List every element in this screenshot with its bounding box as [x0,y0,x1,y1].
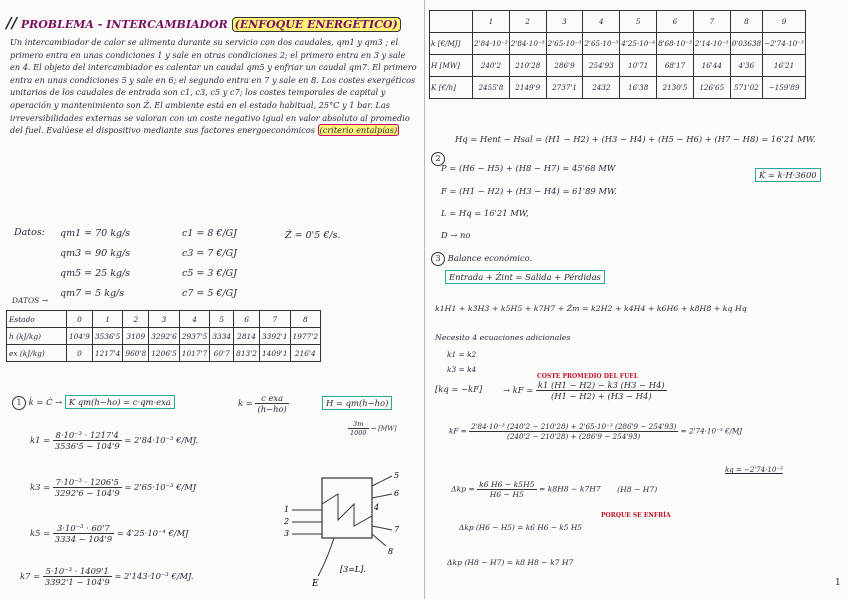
cost-3: c3 = 7 €/GJ [182,248,238,259]
table-cell: 10'71 [620,55,657,77]
units-num: 3m [348,420,369,429]
diagram-label: 7 [394,525,400,534]
balance-label: Balance económico. [447,253,533,263]
diagram-note: [3=L]. [340,565,366,574]
k7-eq [20,566,194,587]
diagram-label: 2 [284,517,290,526]
table-cell: h (kJ/kg) [7,328,67,345]
akp-den: H6 − H5 [489,490,524,499]
k-eq-lhs: k = [238,398,253,408]
table-cell: 8'68·10⁻³ [657,33,694,55]
akp-frac [477,480,536,499]
table-cell: 2130'5 [657,77,694,99]
k5-lhs: k5 = [30,528,51,538]
cost-1: c1 = 8 €/GJ [182,228,238,239]
title-text: PROBLEMA - INTERCAMBIADOR [20,18,228,31]
k7-den: 3392'1 − 104'9 [44,577,110,587]
balance-box-text: Entrada + Żint = Salida + Pérdidas [445,270,605,284]
k1-frac [53,430,122,451]
table-header: 2 [123,311,149,328]
kf2-num: 2'84·10⁻³ (240'2 − 210'28) + 2'65·10⁻³ (286'9 − 254'93) [470,422,677,431]
table-header: 3 [149,311,180,328]
title-tag: (ENFOQUE ENERGÉTICO) [232,17,401,32]
balance-box [445,272,605,282]
hq-eq: Hq = Hent − Hsal = (H1 − H2) + (H3 − H4) + (H5 − H6) + (H7 − H8) = 16'21 MW. [455,134,816,144]
h-box-text: H = qm(h−ho) [322,396,392,410]
right-page [424,0,848,599]
table-header: 0 [67,311,93,328]
table-cell: 2'14·10⁻³ [693,33,730,55]
diagram-label: 4 [374,503,380,512]
table-cell: 571'02 [730,77,762,99]
k7-result: = 2'143·10⁻³ €/MJ. [114,571,194,581]
akp-result: = k8H8 − k7H7 [538,484,601,494]
table-cell: 1206'5 [149,345,180,362]
k1-k2: k1 = k2 [447,350,477,359]
promedio-note: COSTE PROMEDIO DEL FUEL [537,373,639,380]
table-row [430,77,806,99]
table-header: 4 [179,311,210,328]
k-frac [255,393,288,414]
kf2-den: (240'2 − 210'28) + (286'9 − 254'93) [507,432,641,441]
l-eq: L = Hq = 16'21 MW, [441,208,529,218]
k5-eq [30,523,189,544]
table-cell: 286'9 [546,55,583,77]
table-header: 1 [473,11,510,33]
akp-lhs: Δkp = [451,484,475,494]
sec3-number: 3 [431,252,445,266]
table-cell: 126'65 [693,77,730,99]
table-cell: 2814 [234,328,260,345]
table-header: 1 [92,311,123,328]
table-cell: 68'17 [657,55,694,77]
table-cell: 2937'5 [179,328,210,345]
sec1-line [12,396,175,410]
outlet-line [372,476,392,486]
cost-5: c5 = 3 €/GJ [182,268,238,279]
akp-eq [451,480,657,499]
table-row [7,328,321,345]
table-cell: 2737'1 [546,77,583,99]
table-cell: 60'7 [210,345,234,362]
table-header: 7 [693,11,730,33]
k1-lhs: k1 = [30,435,51,445]
table-row [430,55,806,77]
table-header: 3 [546,11,583,33]
table-cell: 2'65·10⁻³ [546,33,583,55]
table-cell: 1217'4 [92,345,123,362]
outlet-line [372,534,386,546]
table-cell: 2455'8 [473,77,510,99]
k5-frac [53,523,114,544]
statement-highlight: (criterio entalpías) [319,125,398,136]
diagram-label: 5 [394,471,400,480]
table-cell: 3292'6 [149,328,180,345]
k3-k4: k3 = k4 [447,365,477,374]
k5-result: = 4'25·10⁻⁴ €/MJ [116,528,189,538]
d-eq: D → no [441,230,471,240]
diagram-label: 3 [284,529,290,538]
table-row [430,11,806,33]
k1-num: 8·10⁻³ · 1217'4 [53,430,122,441]
table-header: 6 [657,11,694,33]
units-result: → [MW] [370,424,397,433]
flow-7: qm7 = 5 kg/s [60,288,125,299]
units-den: 1000 [350,429,367,437]
table-cell: ex (kJ/kg) [7,345,67,362]
table-cell: 210'28 [509,55,546,77]
k-box: K qm(h−ho) = c·qm·exa [65,395,175,409]
table-cell: 3109 [123,328,149,345]
outlet-line [372,526,392,530]
balance-eq: k1H1 + k3H3 + k5H5 + k7H7 + Żm = k2H2 + k4H4 + k6H6 + k8H8 + kq Hq [435,304,747,313]
kf2-eq [449,422,742,441]
table-cell: 2432 [583,77,620,99]
k1-den: 3536'5 − 104'9 [54,441,120,451]
table-cell: 3536'5 [92,328,123,345]
cost-7: c7 = 5 €/GJ [182,288,238,299]
k1-result: = 2'84·10⁻³ €/MJ. [124,435,199,445]
table-header [430,11,473,33]
kq-final: kq = −2'74·10⁻³ [725,466,783,474]
table-cell: k [€/MJ] [430,33,473,55]
problem-statement [10,36,418,137]
sec2-number: 2 [431,152,445,166]
k-def: k̇ = Ċ → [28,397,63,407]
exchanger-body [322,478,372,538]
table-header: 5 [210,311,234,328]
table-cell: H [MW] [430,55,473,77]
table-cell: 4'36 [730,55,762,77]
flow-3: qm3 = 90 kg/s [60,248,131,259]
state-table-wrap [6,310,321,362]
table-cell: 104'9 [67,328,93,345]
table-cell: 3392'1 [259,328,290,345]
table-row [430,33,806,55]
sec1-number: 1 [12,396,26,410]
kf-lhs: → kF = [503,385,534,395]
diagram-label: 8 [388,547,394,556]
akp-result-2: (H8 − H7) [617,484,658,494]
table-cell: 254'93 [583,55,620,77]
datos-arrow-label: DATOS → [12,296,48,305]
table-cell: 16'21 [763,55,806,77]
results-table-wrap [429,10,806,99]
table-cell: −159'89 [763,77,806,99]
k3-den: 3292'6 − 104'9 [54,488,120,498]
table-header: 4 [583,11,620,33]
k3-result: = 2'65·10⁻³ €/MJ [124,482,197,492]
table-cell: 0'03638 [730,33,762,55]
page-number: 1 [835,578,841,588]
porque-note: PORQUE SE ENFRÍA [601,512,671,519]
table-cell: 3334 [210,328,234,345]
table-row [7,311,321,328]
table-cell: 960'8 [123,345,149,362]
table-header: 7 [259,311,290,328]
table-cell: 216'4 [290,345,321,362]
table-cell: 1409'1 [259,345,290,362]
sec3-line [431,252,532,266]
k5-den: 3334 − 104'9 [54,534,113,544]
table-cell: 2'84·10⁻³ [509,33,546,55]
table-header: 6 [234,311,260,328]
table-cell: 1977'2 [290,328,321,345]
problem-title [6,14,401,32]
k-rate-text: K̇ = k·H·3600 [755,168,821,182]
table-cell: 0 [67,345,93,362]
k-eq [238,393,289,414]
loss-arrow [318,538,334,576]
k3-frac [53,477,122,498]
k1-eq [30,430,198,451]
diagram-label: 6 [394,489,400,498]
kf2-lhs: kF = [449,426,467,436]
table-cell: 16'44 [693,55,730,77]
k3-num: 7·10⁻³ · 1206'5 [53,477,122,488]
table-cell: 4'25·10⁻⁴ [620,33,657,55]
table-cell: −2'74·10⁻³ [763,33,806,55]
table-cell: 2'65·10⁻³ [583,33,620,55]
diagram-e: E [312,579,319,589]
title-mark: // [6,14,17,32]
statement-text: Un intercambiador de calor se alimenta durante su servicio con dos caudales, qm1 y qm3 ; el primero entra en unas condiciones 1 y sale en otras condiciones 2; el primero entra en 3 y sale en 4. El objeto del intercambiador es calentar un caudal qm5 y enfriar un caudal qm7. El primero entra en unas condiciones 5 y sale en 6; el segundo entra en 7 y sale en 8. Los costes exergéticos unitarios de los caudales de entrada son c1, c3, c5 y c7; los costes temporales de capital y operación y mantenimiento son Ż. El ambiente está en el estado habitual, 25°C y 1 bar. Las irreversibilidades externas se valoran con un coste negativo igual en valor absoluto al promedio del fuel. Evalúese el dispositivo mediante sus factores energoeconómicos [10,37,417,136]
k-frac-den: (h−ho) [257,404,287,414]
table-row [7,345,321,362]
table-cell: 2149'9 [509,77,546,99]
table-header: 8 [730,11,762,33]
f-eq: F = (H1 − H2) + (H3 − H4) = 61'89 MW. [441,186,617,196]
kf2-frac [469,422,678,441]
results-table [429,10,806,99]
p-eq: P = (H6 − H5) + (H8 − H7) = 45'68 MW [441,163,616,173]
h-box [322,398,392,408]
heat-exchanger-diagram [282,464,408,590]
kf-frac [536,380,667,401]
z-value: Ż = 0'5 €/s. [285,230,341,241]
table-header: 2 [509,11,546,33]
units-frac [348,420,369,437]
datos-label: Datos: [14,227,45,238]
need-eqs: Necesito 4 ecuaciones adicionales [435,333,571,342]
table-cell: 16'38 [620,77,657,99]
table-cell: 2'84·10⁻³ [473,33,510,55]
table-header: 8 [290,311,321,328]
kf-den: (H1 − H2) + (H3 − H4) [550,391,652,401]
diagram-label: 1 [284,505,290,514]
table-header: 9 [763,11,806,33]
k5-num: 3·10⁻³ · 60'7 [53,523,114,534]
kf-num: k1 (H1 − H2) − k3 (H3 − H4) [537,380,665,390]
k3-lhs: k3 = [30,482,51,492]
units-conv [348,420,397,437]
kq-rel: [kq = −kF] [435,384,483,394]
k7-frac [43,566,112,587]
k-rate-box [755,170,821,180]
flow-5: qm5 = 25 kg/s [60,268,131,279]
table-cell: 240'2 [473,55,510,77]
k3-eq [30,477,196,498]
table-header: Estado [7,311,67,328]
akp3-eq: Δkp (H8 − H7) = k8 H8 − k7 H7 [447,558,574,567]
flow-1: qm1 = 70 kg/s [60,228,131,239]
kf-eq [503,380,667,401]
akp-num: k6 H6 − k5H5 [479,480,535,489]
k7-num: 5·10⁻³ · 1409'1 [43,566,112,577]
table-cell: 1017'7 [179,345,210,362]
table-cell: 813'2 [234,345,260,362]
exchanger-coil [292,494,372,526]
kf2-result: = 2'74·10⁻³ €/MJ [680,426,743,436]
k-frac-num: c exa [255,393,288,404]
state-table [6,310,321,362]
table-header: 5 [620,11,657,33]
k7-lhs: k7 = [20,571,41,581]
table-cell: K [€/h] [430,77,473,99]
akp2-eq: Δkp (H6 − H5) = k6 H6 − k5 H5 [459,523,582,532]
outlet-line [372,494,392,498]
